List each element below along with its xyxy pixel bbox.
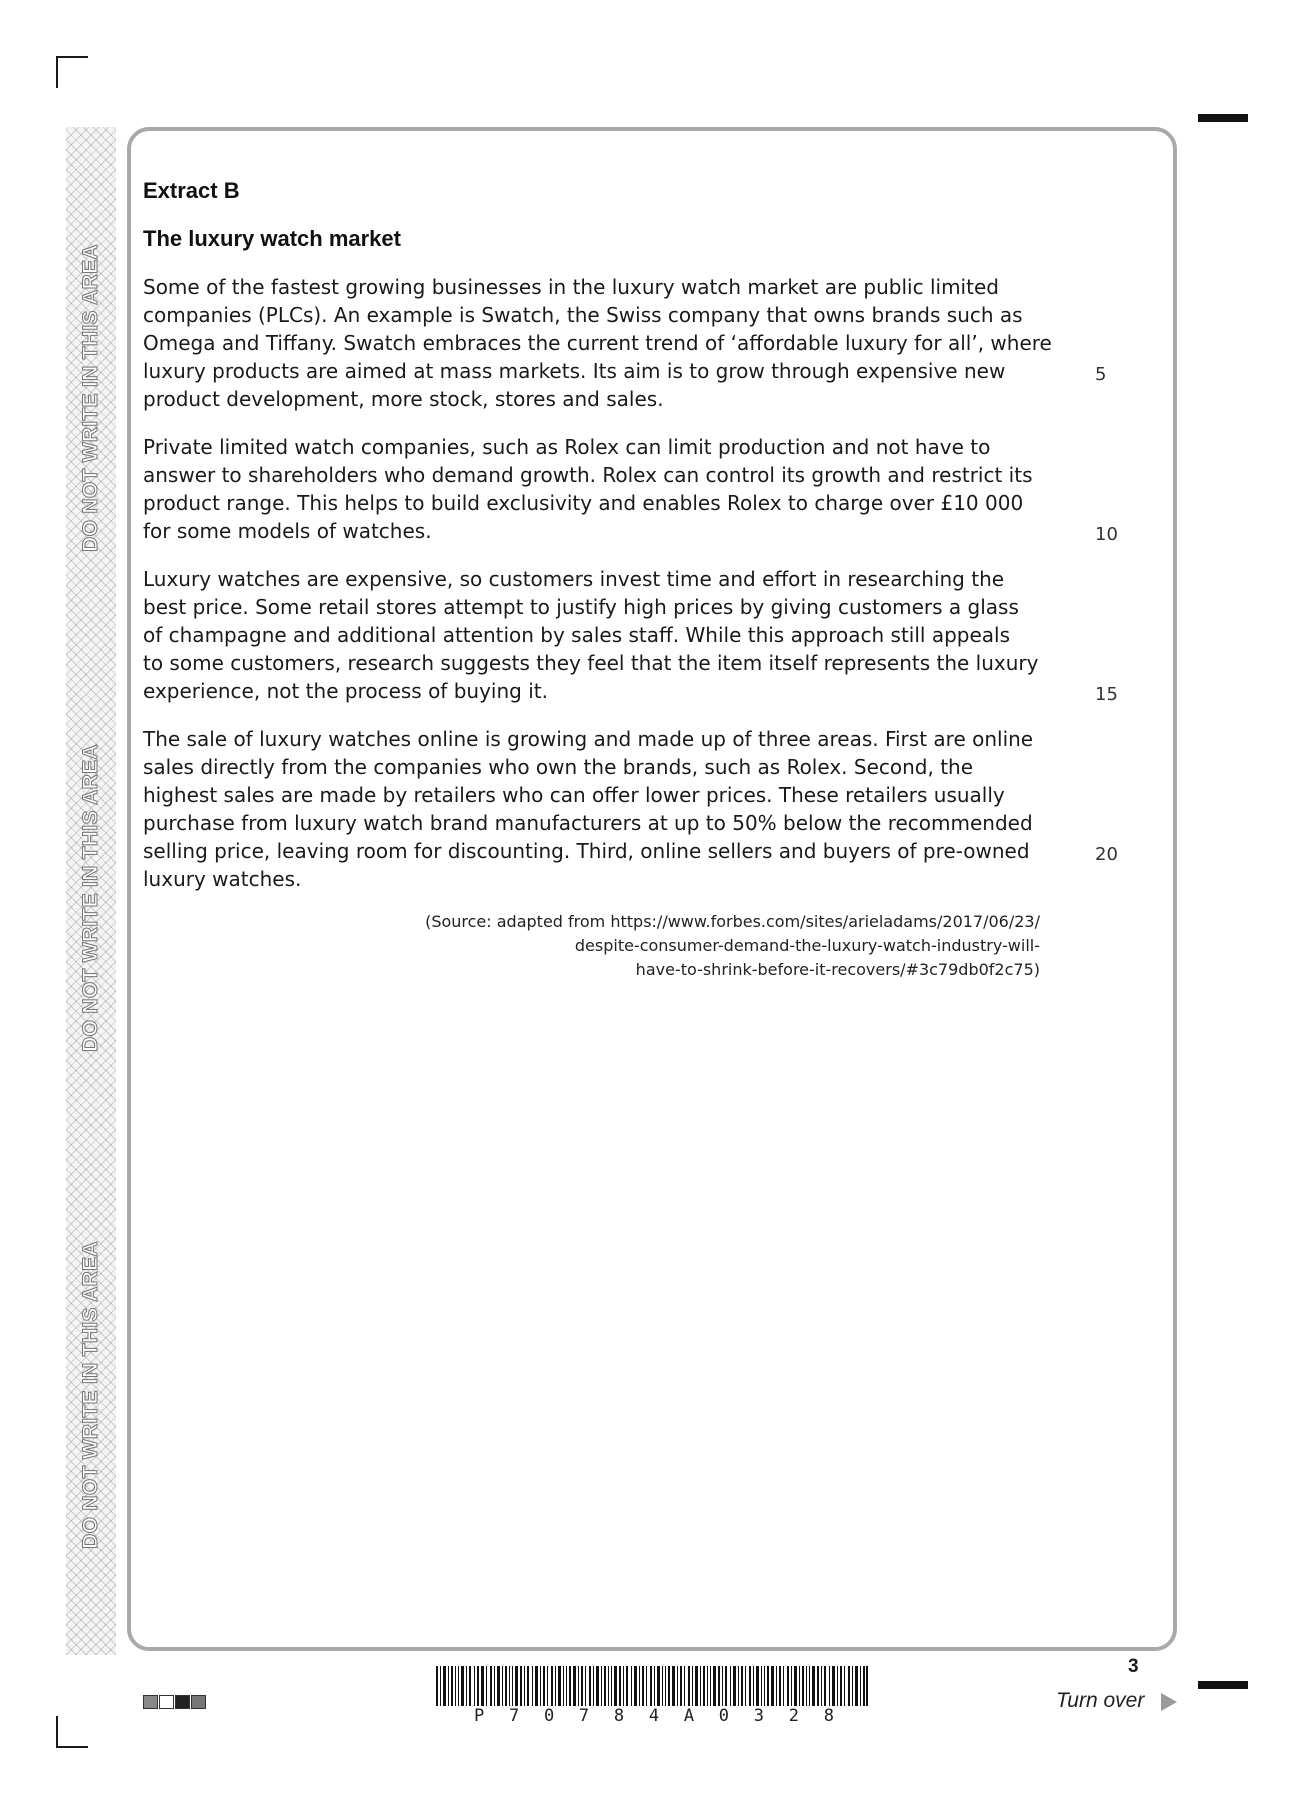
barcode-char: 3	[753, 1706, 764, 1726]
barcode-char: P	[474, 1706, 485, 1726]
text-line: experience, not the process of buying it.	[143, 679, 548, 703]
barcode-char: 7	[508, 1706, 520, 1726]
text-line: sales directly from the companies who own the brands, such as Rolex. Second, the	[143, 755, 974, 779]
square-mark	[175, 1695, 190, 1709]
paragraph-4	[143, 725, 1043, 893]
paragraph-1	[143, 273, 1052, 413]
text-line: luxury watches.	[143, 867, 302, 891]
text-line: to some customers, research suggests they feel that the item itself represents the luxury	[143, 651, 1039, 675]
barcode-image	[436, 1666, 868, 1706]
line-number-10: 10	[1095, 524, 1118, 545]
crop-mark-bottom-left-vertical	[56, 1716, 58, 1748]
text-line: purchase from luxury watch brand manufacturers at up to 50% below the recommended	[143, 811, 1033, 835]
paragraph-3	[143, 565, 1043, 705]
text-line: Omega and Tiffany. Swatch embraces the current trend of ‘affordable luxury for all’, where	[143, 331, 1052, 355]
source-line: have-to-shrink-before-it-recovers/#3c79db0f2c75)	[635, 960, 1040, 979]
text-line: product range. This helps to build exclusivity and enables Rolex to charge over £10 000	[143, 491, 1024, 515]
barcode-char: 7	[578, 1706, 590, 1726]
text-line: answer to shareholders who demand growth. Rolex can control its growth and restrict its	[143, 463, 1033, 487]
barcode-char: 2	[788, 1706, 799, 1726]
barcode-char: A	[683, 1706, 695, 1726]
square-mark	[191, 1695, 206, 1709]
barcode-char: 0	[718, 1706, 730, 1726]
text-line: luxury products are aimed at mass markets. Its aim is to grow through expensive new	[143, 359, 1006, 383]
source-line: despite-consumer-demand-the-luxury-watch-industry-will-	[574, 936, 1040, 955]
line-number-15: 15	[1095, 684, 1118, 705]
square-mark	[143, 1695, 158, 1709]
crop-mark-bottom-left-horizontal	[56, 1746, 88, 1748]
text-line: Luxury watches are expensive, so customers invest time and effort in researching the	[143, 567, 1005, 591]
play-arrow-icon	[1161, 1693, 1177, 1711]
text-line: The sale of luxury watches online is growing and made up of three areas. First are online	[143, 727, 1034, 751]
barcode-char: 0	[543, 1706, 555, 1726]
source-citation	[425, 910, 1040, 982]
square-mark	[159, 1695, 174, 1709]
crop-mark-top-left-horizontal	[56, 56, 88, 58]
page-number: 3	[1128, 1656, 1139, 1677]
text-line: best price. Some retail stores attempt to justify high prices by giving customers a glass	[143, 595, 1019, 619]
line-number-5: 5	[1095, 364, 1107, 385]
registration-bar-bottom	[1198, 1681, 1248, 1689]
barcode-number	[474, 1706, 834, 1726]
paragraph-2	[143, 433, 1043, 545]
extract-label: Extract B	[143, 178, 240, 203]
text-line: selling price, leaving room for discounting. Third, online sellers and buyers of pre-owned	[143, 839, 1030, 863]
line-number-20: 20	[1095, 844, 1118, 865]
text-line: for some models of watches.	[143, 519, 432, 543]
text-line: Private limited watch companies, such as Rolex can limit production and not have to	[143, 435, 991, 459]
source-line: (Source: adapted from https://www.forbes.com/sites/arieladams/2017/06/23/	[425, 912, 1040, 931]
text-line: companies (PLCs). An example is Swatch, the Swiss company that owns brands such as	[143, 303, 1023, 327]
barcode-char: 4	[648, 1706, 660, 1726]
text-line: product development, more stock, stores and sales.	[143, 387, 664, 411]
extract-title: The luxury watch market	[143, 226, 401, 251]
barcode-char: 8	[823, 1706, 834, 1726]
text-line: of champagne and additional attention by sales staff. While this approach still appeals	[143, 623, 1011, 647]
text-line: highest sales are made by retailers who can offer lower prices. These retailers usually	[143, 783, 1005, 807]
text-line: Some of the fastest growing businesses in the luxury watch market are public limited	[143, 275, 999, 299]
registration-bar-top	[1198, 114, 1248, 122]
crop-mark-top-left-vertical	[56, 56, 58, 88]
registration-squares	[143, 1695, 206, 1709]
barcode-char: 8	[613, 1706, 625, 1726]
turn-over-label: Turn over	[1056, 1689, 1145, 1712]
